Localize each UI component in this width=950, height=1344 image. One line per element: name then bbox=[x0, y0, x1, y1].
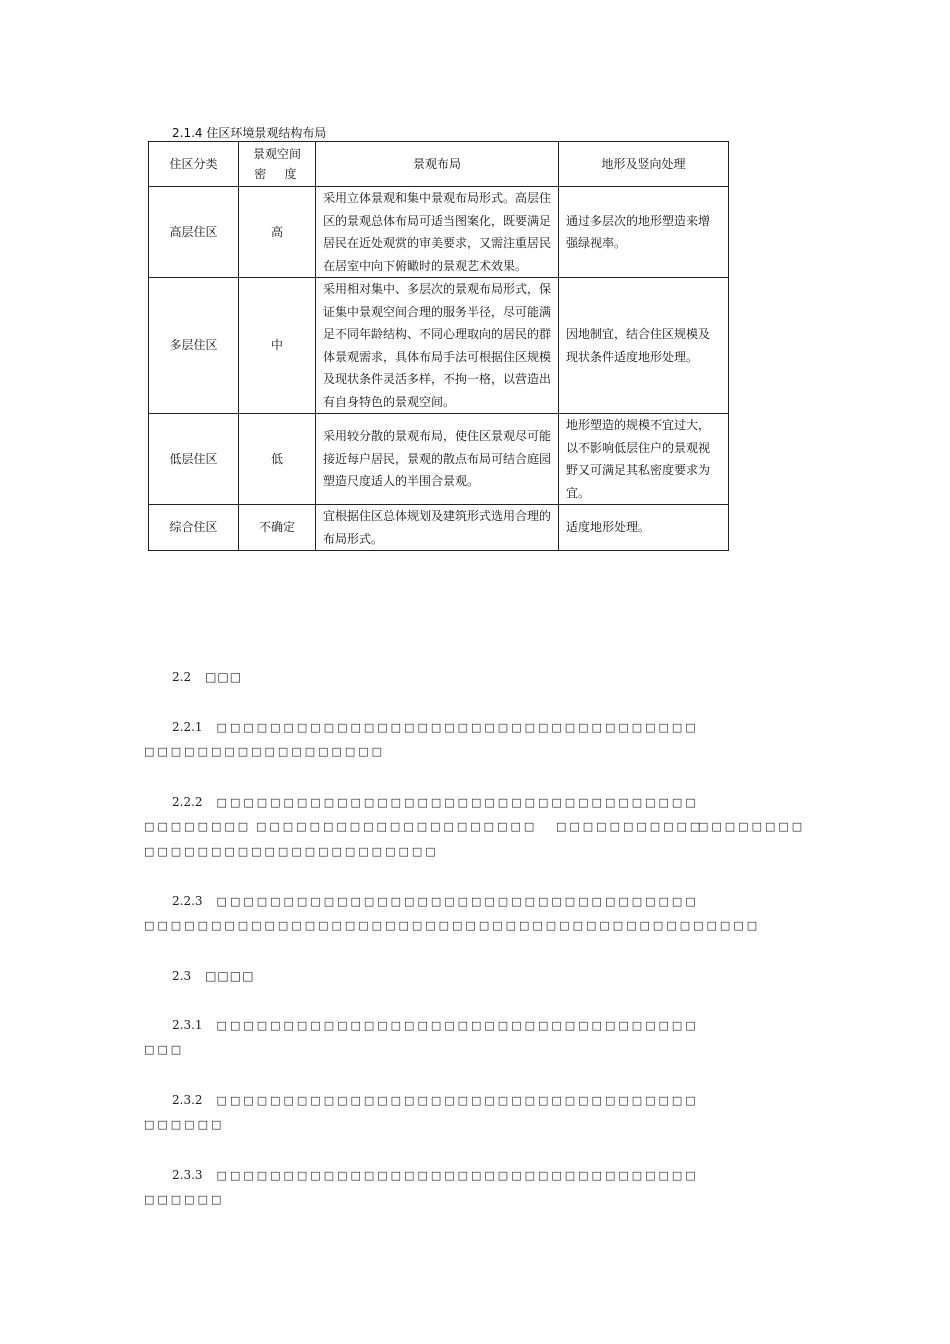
table-row bbox=[149, 505, 729, 551]
row-density: 高 bbox=[239, 187, 316, 278]
paragraph-2-3-1-line1 bbox=[172, 1018, 699, 1032]
paragraph-number: 2.3.3 bbox=[172, 1168, 203, 1182]
paragraph-text: □□□□□□□□□□□□□□□□□□□□□□□□□□□□□□□□□□□□ bbox=[216, 895, 699, 908]
section-number: 2.3 bbox=[172, 969, 192, 983]
row-category: 高层住区 bbox=[149, 187, 239, 278]
header-category: 住区分类 bbox=[149, 142, 239, 187]
table-caption: 2.1.4 住区环境景观结构布局 bbox=[172, 126, 327, 140]
paragraph-2-3-1-line2: □□□ bbox=[144, 1043, 185, 1056]
table-row bbox=[149, 187, 729, 278]
row-density: 中 bbox=[239, 278, 316, 414]
paragraph-number: 2.3.1 bbox=[172, 1018, 203, 1032]
paragraph-2-2-2-line2a: □□□□□□□□ bbox=[144, 820, 252, 833]
row-terrain: 通过多层次的地形塑造来增强绿视率。 bbox=[559, 187, 729, 278]
paragraph-text: □□□□□□□□□□□□□□□□□□□□□□□□□□□□□□□□□□□□ bbox=[216, 721, 699, 734]
row-category: 综合住区 bbox=[149, 505, 239, 551]
paragraph-text: □□□□□□□□□□□□□□□□□□□□□□□□□□□□□□□□□□□□ bbox=[216, 796, 699, 809]
row-layout: 采用较分散的景观布局，使住区景观尽可能接近每户居民，景观的散点布局可结合庭园塑造尺度适人的半围合景观。 bbox=[316, 414, 559, 505]
paragraph-2-3-3-line2: □□□□□□ bbox=[144, 1193, 225, 1206]
row-layout: 采用相对集中、多层次的景观布局形式，保证集中景观空间合理的服务半径，尽可能满足不同年龄结构、不同心理取向的居民的群体景观需求，具体布局手法可根据住区规模及现状条件灵活多样，不拘一格，以营造出有自身特色的景观空间。 bbox=[316, 278, 559, 414]
paragraph-text: □□□□□□□□□□□□□□□□□□□□□□□□□□□□□□□□□□□□ bbox=[216, 1094, 699, 1107]
paragraph-2-2-2-line2d: □□□□□□□□ bbox=[698, 820, 806, 833]
section-number: 2.2 bbox=[172, 670, 192, 684]
paragraph-2-3-3-line1 bbox=[172, 1168, 699, 1182]
table-row bbox=[149, 414, 729, 505]
row-layout: 采用立体景观和集中景观布局形式。高层住区的景观总体布局可适当图案化，既要满足居民在近处观赏的审美要求，又需注重居民在居室中向下俯瞰时的景观艺术效果。 bbox=[316, 187, 559, 278]
header-layout: 景观布局 bbox=[316, 142, 559, 187]
paragraph-number: 2.3.2 bbox=[172, 1093, 203, 1107]
row-layout: 宜根据住区总体规划及建筑形式选用合理的布局形式。 bbox=[316, 505, 559, 551]
row-terrain: 适度地形处理。 bbox=[559, 505, 729, 551]
header-density-line1: 景观空间 bbox=[252, 147, 301, 161]
row-category: 多层住区 bbox=[149, 278, 239, 414]
row-terrain: 地形塑造的规模不宜过大，以不影响低层住户的景观视野又可满足其私密度要求为宜。 bbox=[559, 414, 729, 505]
paragraph-2-2-1-line2: □□□□□□□□□□□□□□□□□□ bbox=[144, 745, 386, 758]
paragraph-2-3-2-line2: □□□□□□ bbox=[144, 1118, 225, 1131]
section-title: □□□ bbox=[205, 670, 243, 684]
section-title: □□□□ bbox=[205, 969, 255, 983]
table-row bbox=[149, 278, 729, 414]
row-category: 低层住区 bbox=[149, 414, 239, 505]
paragraph-2-2-2-line3: □□□□□□□□□□□□□□□□□□□□□□ bbox=[144, 845, 439, 858]
paragraph-text: □□□□□□□□□□□□□□□□□□□□□□□□□□□□□□□□□□□□ bbox=[216, 1019, 699, 1032]
paragraph-number: 2.2.3 bbox=[172, 894, 203, 908]
paragraph-2-2-2-line2b: □□□□□□□□□□□□□□□□□□□□□ bbox=[256, 820, 538, 833]
section-heading-2-2 bbox=[172, 670, 242, 684]
header-density-line2: 密 度 bbox=[254, 167, 304, 181]
section-heading-2-3 bbox=[172, 969, 254, 983]
paragraph-2-2-3-line2: □□□□□□□□□□□□□□□□□□□□□□□□□□□□□□□□□□□□□□□□□□□□□□ bbox=[144, 919, 761, 932]
paragraph-2-2-1-line1 bbox=[172, 720, 699, 734]
paragraph-number: 2.2.2 bbox=[172, 795, 203, 809]
paragraph-2-2-2-line1 bbox=[172, 795, 699, 809]
paragraph-2-2-2-line2c: □□□□□□□□□□□ bbox=[556, 820, 704, 833]
paragraph-2-2-3-line1 bbox=[172, 894, 699, 908]
table-header-row bbox=[149, 142, 729, 187]
row-terrain: 因地制宜，结合住区规模及现状条件适度地形处理。 bbox=[559, 278, 729, 414]
paragraph-number: 2.2.1 bbox=[172, 720, 203, 734]
header-terrain: 地形及竖向处理 bbox=[559, 142, 729, 187]
row-density: 不确定 bbox=[239, 505, 316, 551]
paragraph-2-3-2-line1 bbox=[172, 1093, 699, 1107]
row-density: 低 bbox=[239, 414, 316, 505]
landscape-layout-table bbox=[148, 141, 729, 551]
paragraph-text: □□□□□□□□□□□□□□□□□□□□□□□□□□□□□□□□□□□□ bbox=[216, 1169, 699, 1182]
header-density bbox=[239, 142, 316, 187]
